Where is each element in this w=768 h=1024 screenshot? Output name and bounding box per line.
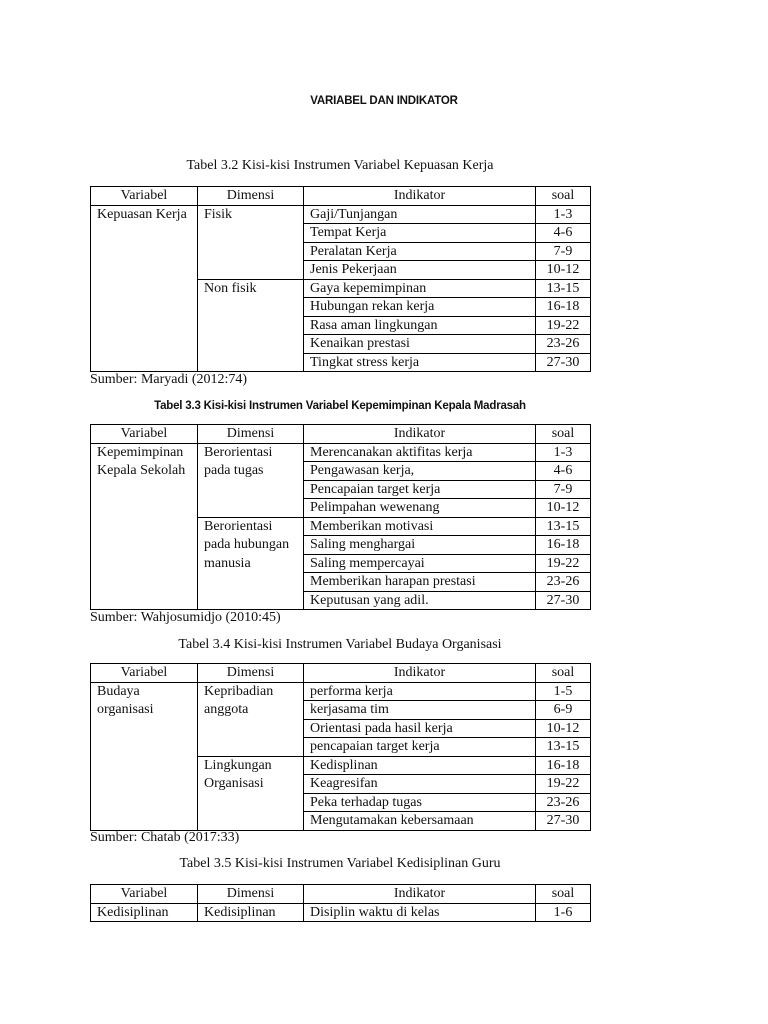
- table-source: Sumber: Maryadi (2012:74): [90, 372, 248, 387]
- table-source: Sumber: Wahjosumidjo (2010:45): [90, 610, 281, 625]
- indikator-cell: Tingkat stress kerja: [304, 353, 536, 372]
- indikator-cell: Saling mempercayai: [304, 554, 536, 573]
- header-indikator: Indikator: [304, 885, 536, 904]
- header-soal: soal: [536, 425, 591, 444]
- indikator-cell: Jenis Pekerjaan: [304, 261, 536, 280]
- indikator-cell: Mengutamakan kebersamaan: [304, 812, 536, 831]
- header-variabel: Variabel: [91, 187, 198, 206]
- soal-cell: 23-26: [536, 573, 591, 592]
- soal-cell: 13-15: [536, 517, 591, 536]
- indikator-cell: Pelimpahan wewenang: [304, 499, 536, 518]
- table-source: Sumber: Chatab (2017:33): [90, 830, 240, 845]
- table-row: [91, 443, 591, 462]
- soal-cell: 10-12: [536, 261, 591, 280]
- table-row: [91, 903, 591, 922]
- soal-cell: 19-22: [536, 554, 591, 573]
- soal-cell: 4-6: [536, 224, 591, 243]
- header-soal: soal: [536, 664, 591, 683]
- header-dimensi: Dimensi: [198, 664, 304, 683]
- header-variabel: Variabel: [91, 885, 198, 904]
- table-row: [91, 682, 591, 701]
- indikator-cell: Merencanakan aktifitas kerja: [304, 443, 536, 462]
- table-kepemimpinan: [90, 424, 591, 610]
- soal-cell: 16-18: [536, 756, 591, 775]
- header-variabel: Variabel: [91, 425, 198, 444]
- indikator-cell: Pencapaian target kerja: [304, 480, 536, 499]
- page-title: VARIABEL DAN INDIKATOR: [310, 95, 458, 107]
- header-indikator: Indikator: [304, 187, 536, 206]
- indikator-cell: Orientasi pada hasil kerja: [304, 719, 536, 738]
- indikator-cell: Kedisplinan: [304, 756, 536, 775]
- soal-cell: 19-22: [536, 775, 591, 794]
- table-budaya-organisasi: [90, 663, 591, 831]
- indikator-cell: kerjasama tim: [304, 701, 536, 720]
- dimensi-cell: Berorientasi pada hubungan manusia: [198, 517, 304, 610]
- table-caption: Tabel 3.2 Kisi-kisi Instrumen Variabel Kepuasan Kerja: [186, 158, 494, 173]
- soal-cell: 23-26: [536, 335, 591, 354]
- table-kedisiplinan-guru: [90, 884, 591, 922]
- indikator-cell: Gaji/Tunjangan: [304, 205, 536, 224]
- table-header-row: [91, 187, 591, 206]
- variabel-cell: Budaya organisasi: [91, 682, 198, 830]
- variabel-cell: Kepemimpinan Kepala Sekolah: [91, 443, 198, 610]
- table-header-row: [91, 664, 591, 683]
- variabel-cell: Kedisiplinan: [91, 903, 198, 922]
- soal-cell: 13-15: [536, 279, 591, 298]
- soal-cell: 10-12: [536, 719, 591, 738]
- soal-cell: 7-9: [536, 480, 591, 499]
- header-dimensi: Dimensi: [198, 187, 304, 206]
- indikator-cell: Peralatan Kerja: [304, 242, 536, 261]
- indikator-cell: Hubungan rekan kerja: [304, 298, 536, 317]
- dimensi-cell: Fisik: [198, 205, 304, 279]
- soal-cell: 16-18: [536, 298, 591, 317]
- indikator-cell: Peka terhadap tugas: [304, 793, 536, 812]
- header-soal: soal: [536, 187, 591, 206]
- indikator-cell: Gaya kepemimpinan: [304, 279, 536, 298]
- soal-cell: 16-18: [536, 536, 591, 555]
- table-caption: Tabel 3.4 Kisi-kisi Instrumen Variabel Budaya Organisasi: [178, 637, 502, 652]
- dimensi-cell: Kepribadian anggota: [198, 682, 304, 756]
- indikator-cell: pencapaian target kerja: [304, 738, 536, 757]
- soal-cell: 19-22: [536, 316, 591, 335]
- indikator-cell: performa kerja: [304, 682, 536, 701]
- header-indikator: Indikator: [304, 425, 536, 444]
- variabel-cell: Kepuasan Kerja: [91, 205, 198, 372]
- indikator-cell: Kenaikan prestasi: [304, 335, 536, 354]
- table-header-row: [91, 425, 591, 444]
- table-caption: Tabel 3.5 Kisi-kisi Instrumen Variabel Kedisiplinan Guru: [179, 856, 501, 871]
- dimensi-cell: Non fisik: [198, 279, 304, 372]
- soal-cell: 23-26: [536, 793, 591, 812]
- soal-cell: 10-12: [536, 499, 591, 518]
- soal-cell: 27-30: [536, 591, 591, 610]
- indikator-cell: Disiplin waktu di kelas: [304, 903, 536, 922]
- soal-cell: 27-30: [536, 812, 591, 831]
- header-variabel: Variabel: [91, 664, 198, 683]
- indikator-cell: Pengawasan kerja,: [304, 462, 536, 481]
- table-kepuasan-kerja: [90, 186, 591, 372]
- table-header-row: [91, 885, 591, 904]
- soal-cell: 7-9: [536, 242, 591, 261]
- indikator-cell: Tempat Kerja: [304, 224, 536, 243]
- indikator-cell: Memberikan motivasi: [304, 517, 536, 536]
- indikator-cell: Keagresifan: [304, 775, 536, 794]
- header-soal: soal: [536, 885, 591, 904]
- header-indikator: Indikator: [304, 664, 536, 683]
- header-dimensi: Dimensi: [198, 425, 304, 444]
- table-caption: Tabel 3.3 Kisi-kisi Instrumen Variabel Kepemimpinan Kepala Madrasah: [154, 400, 526, 412]
- soal-cell: 1-3: [536, 205, 591, 224]
- soal-cell: 1-6: [536, 903, 591, 922]
- dimensi-cell: Kedisiplinan: [198, 903, 304, 922]
- soal-cell: 1-5: [536, 682, 591, 701]
- soal-cell: 1-3: [536, 443, 591, 462]
- dimensi-cell: Berorientasi pada tugas: [198, 443, 304, 517]
- soal-cell: 13-15: [536, 738, 591, 757]
- indikator-cell: Memberikan harapan prestasi: [304, 573, 536, 592]
- soal-cell: 4-6: [536, 462, 591, 481]
- header-dimensi: Dimensi: [198, 885, 304, 904]
- dimensi-cell: Lingkungan Organisasi: [198, 756, 304, 830]
- soal-cell: 6-9: [536, 701, 591, 720]
- indikator-cell: Saling menghargai: [304, 536, 536, 555]
- indikator-cell: Keputusan yang adil.: [304, 591, 536, 610]
- soal-cell: 27-30: [536, 353, 591, 372]
- table-row: [91, 205, 591, 224]
- indikator-cell: Rasa aman lingkungan: [304, 316, 536, 335]
